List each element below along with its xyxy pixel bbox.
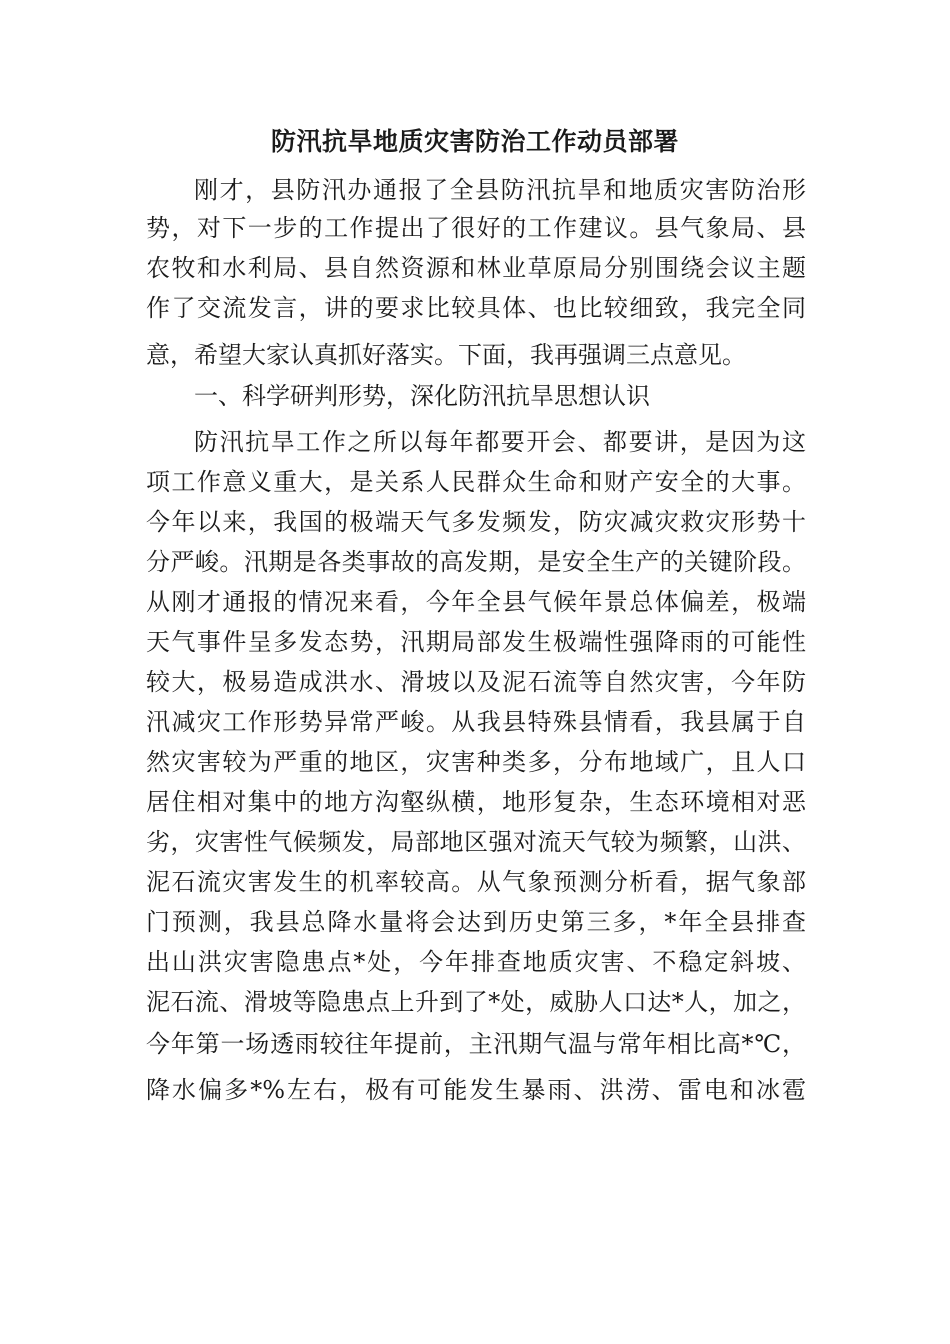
paragraph-line: 今年第一场透雨较往年提前，主汛期气温与常年相比高*℃， — [146, 1030, 806, 1058]
paragraph-line: 泥石流、滑坡等隐患点上升到了*处，威胁人口达*人，加之， — [146, 988, 806, 1016]
paragraph-line: 项工作意义重大，是关系人民群众生命和财产安全的大事。 — [146, 468, 806, 496]
paragraph-line: 然灾害较为严重的地区，灾害种类多，分布地域广，且人口 — [146, 748, 806, 776]
paragraph-line: 汛减灾工作形势异常严峻。从我县特殊县情看，我县属于自 — [146, 708, 806, 736]
paragraph-line: 刚才，县防汛办通报了全县防汛抗旱和地质灾害防治形 — [194, 176, 806, 204]
paragraph-line: 出山洪灾害隐患点*处，今年排查地质灾害、不稳定斜坡、 — [146, 948, 806, 976]
paragraph-line: 泥石流灾害发生的机率较高。从气象预测分析看，据气象部 — [146, 868, 806, 896]
paragraph-line: 天气事件呈多发态势，汛期局部发生极端性强降雨的可能性 — [146, 628, 806, 656]
paragraph-line: 降水偏多*%左右，极有可能发生暴雨、洪涝、雷电和冰雹 — [146, 1076, 806, 1104]
paragraph-line: 意，希望大家认真抓好落实。下面，我再强调三点意见。 — [146, 341, 746, 369]
paragraph-line: 今年以来，我国的极端天气多发频发，防灾减灾救灾形势十 — [146, 508, 806, 536]
paragraph-line: 居住相对集中的地方沟壑纵横，地形复杂，生态环境相对恶 — [146, 788, 806, 816]
section-heading: 一、科学研判形势，深化防汛抗旱思想认识 — [194, 382, 650, 410]
paragraph-line: 门预测，我县总降水量将会达到历史第三多，*年全县排查 — [146, 908, 806, 936]
document-title: 防汛抗旱地质灾害防治工作动员部署 — [270, 127, 679, 156]
paragraph-line: 分严峻。汛期是各类事故的高发期，是安全生产的关键阶段。 — [146, 548, 806, 576]
paragraph-line: 防汛抗旱工作之所以每年都要开会、都要讲，是因为这 — [194, 428, 806, 456]
paragraph-line: 作了交流发言，讲的要求比较具体、也比较细致，我完全同 — [146, 294, 806, 322]
paragraph-line: 势，对下一步的工作提出了很好的工作建议。县气象局、县 — [146, 214, 806, 242]
paragraph-line: 劣，灾害性气候频发，局部地区强对流天气较为频繁，山洪、 — [146, 828, 806, 856]
paragraph-line: 农牧和水利局、县自然资源和林业草原局分别围绕会议主题 — [146, 254, 806, 282]
paragraph-line: 从刚才通报的情况来看，今年全县气候年景总体偏差，极端 — [146, 588, 806, 616]
paragraph-line: 较大，极易造成洪水、滑坡以及泥石流等自然灾害，今年防 — [146, 668, 806, 696]
